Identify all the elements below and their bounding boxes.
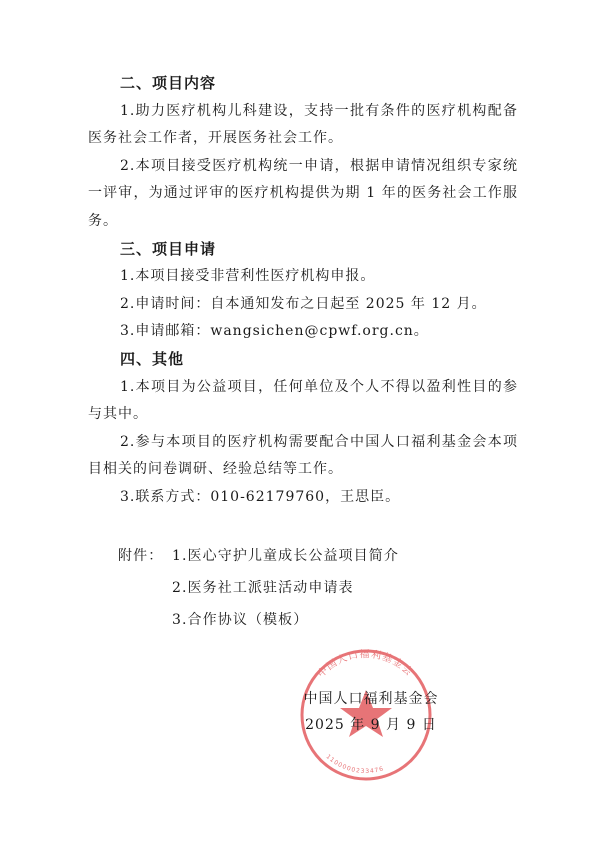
paragraph: 1.助力医疗机构儿科建设，支持一批有条件的医疗机构配备医务社会工作者，开展医务社会工作。 <box>88 102 518 147</box>
seal-text: 中国人口福利基金会 <box>315 649 415 681</box>
attachment-item: 3.合作协议（模板） <box>172 611 309 628</box>
section-heading: 二、项目内容 <box>120 74 217 92</box>
paragraph: 1.本项目为公益项目，任何单位及个人不得以盈利性目的参与其中。 <box>88 378 518 423</box>
paragraph: 3.申请邮箱：wangsichen@cpwf.org.cn。 <box>120 323 429 340</box>
attachment-item: 1.医心守护儿童成长公益项目简介 <box>172 547 399 564</box>
signature-date: 2025 年 9 月 9 日 <box>305 717 437 733</box>
seal-number: 1100000233476 <box>324 753 386 776</box>
document-body <box>88 70 518 636</box>
official-seal <box>296 645 436 785</box>
attachment-item: 2.医务社工派驻活动申请表 <box>172 579 354 596</box>
paragraph: 2.申请时间：自本通知发布之日起至 2025 年 12 月。 <box>120 295 487 312</box>
paragraph: 1.本项目接受非营利性医疗机构申报。 <box>120 268 376 285</box>
section-heading: 四、其他 <box>120 349 185 368</box>
attachments-label: 附件： <box>118 547 164 564</box>
section-heading: 三、项目申请 <box>120 239 217 258</box>
paragraph: 2.本项目接受医疗机构统一申请，根据申请情况组织专家统一评审，为通过评审的医疗机构提供为期 1 年的医务社会工作服务。 <box>88 157 518 229</box>
paragraph: 2.参与本项目的医疗机构需要配合中国人口福利基金会本项目相关的问卷调研、经验总结等工作。 <box>88 433 518 478</box>
signature-organization: 中国人口福利基金会 <box>303 691 439 707</box>
attachments <box>88 540 518 636</box>
paragraph: 3.联系方式：010-62179760，王思臣。 <box>120 488 401 505</box>
